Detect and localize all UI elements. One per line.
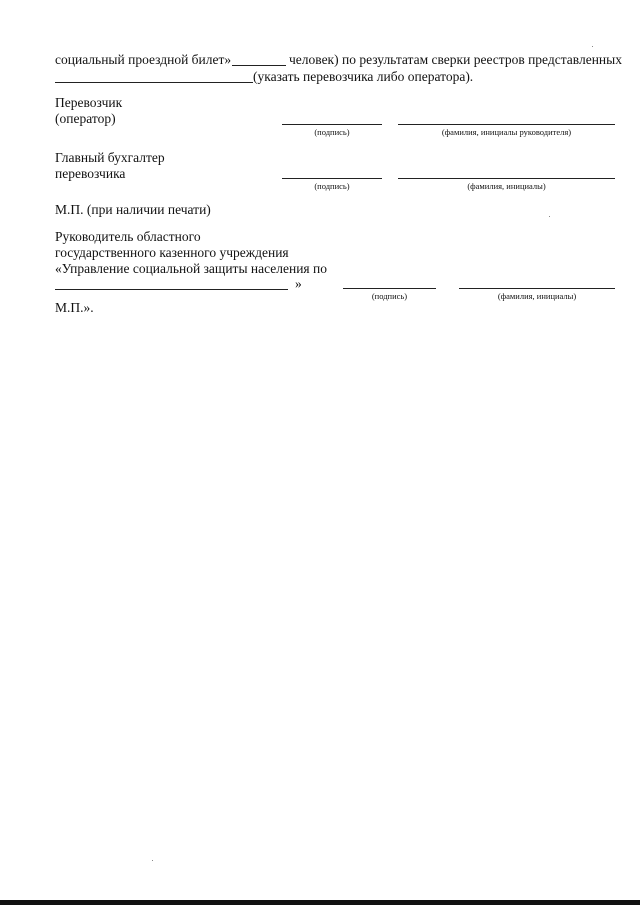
head-name-caption: (фамилия, инициалы) (497, 291, 577, 301)
scan-bottom-edge (0, 900, 640, 905)
carrier-label-1: Перевозчик (55, 95, 123, 110)
blank-carrier-line (55, 82, 253, 83)
scan-speck (152, 860, 153, 861)
accountant-label-1: Главный бухгалтер (55, 150, 165, 165)
head-label-3: «Управление социальной защиты населения по (55, 261, 327, 276)
accountant-signature-line (282, 178, 382, 179)
head-signature-line (343, 288, 436, 289)
head-label-2: государственного казенного учреждения (55, 245, 289, 260)
head-signature-caption: (подпись) (371, 291, 408, 301)
accountant-label-2: перевозчика (55, 166, 126, 181)
carrier-label-2: (оператор) (55, 111, 116, 126)
scan-speck (549, 216, 550, 217)
stamp-note: М.П. (при наличии печати) (55, 202, 211, 217)
carrier-name-line (398, 124, 615, 125)
paragraph-line-2: (указать перевозчика либо оператора). (253, 69, 474, 84)
accountant-name-caption: (фамилия, инициалы) (467, 181, 546, 191)
accountant-signature-caption: (подпись) (314, 181, 350, 191)
scan-speck (592, 46, 593, 47)
head-closing-quote: » (295, 276, 302, 291)
final-stamp-note: М.П.». (55, 300, 94, 315)
accountant-name-line (398, 178, 615, 179)
head-district-line (55, 289, 288, 290)
carrier-signature-line (282, 124, 382, 125)
paragraph-line-1-end: человек) по результатам сверки реестров представленных (289, 52, 622, 67)
blank-count-line (232, 65, 286, 66)
head-label-1: Руководитель областного (55, 229, 201, 244)
paragraph-line-1-start: социальный проездной билет» (55, 52, 232, 67)
carrier-name-caption: (фамилия, инициалы руководителя) (441, 127, 572, 137)
head-name-line (459, 288, 615, 289)
carrier-signature-caption: (подпись) (314, 127, 350, 137)
